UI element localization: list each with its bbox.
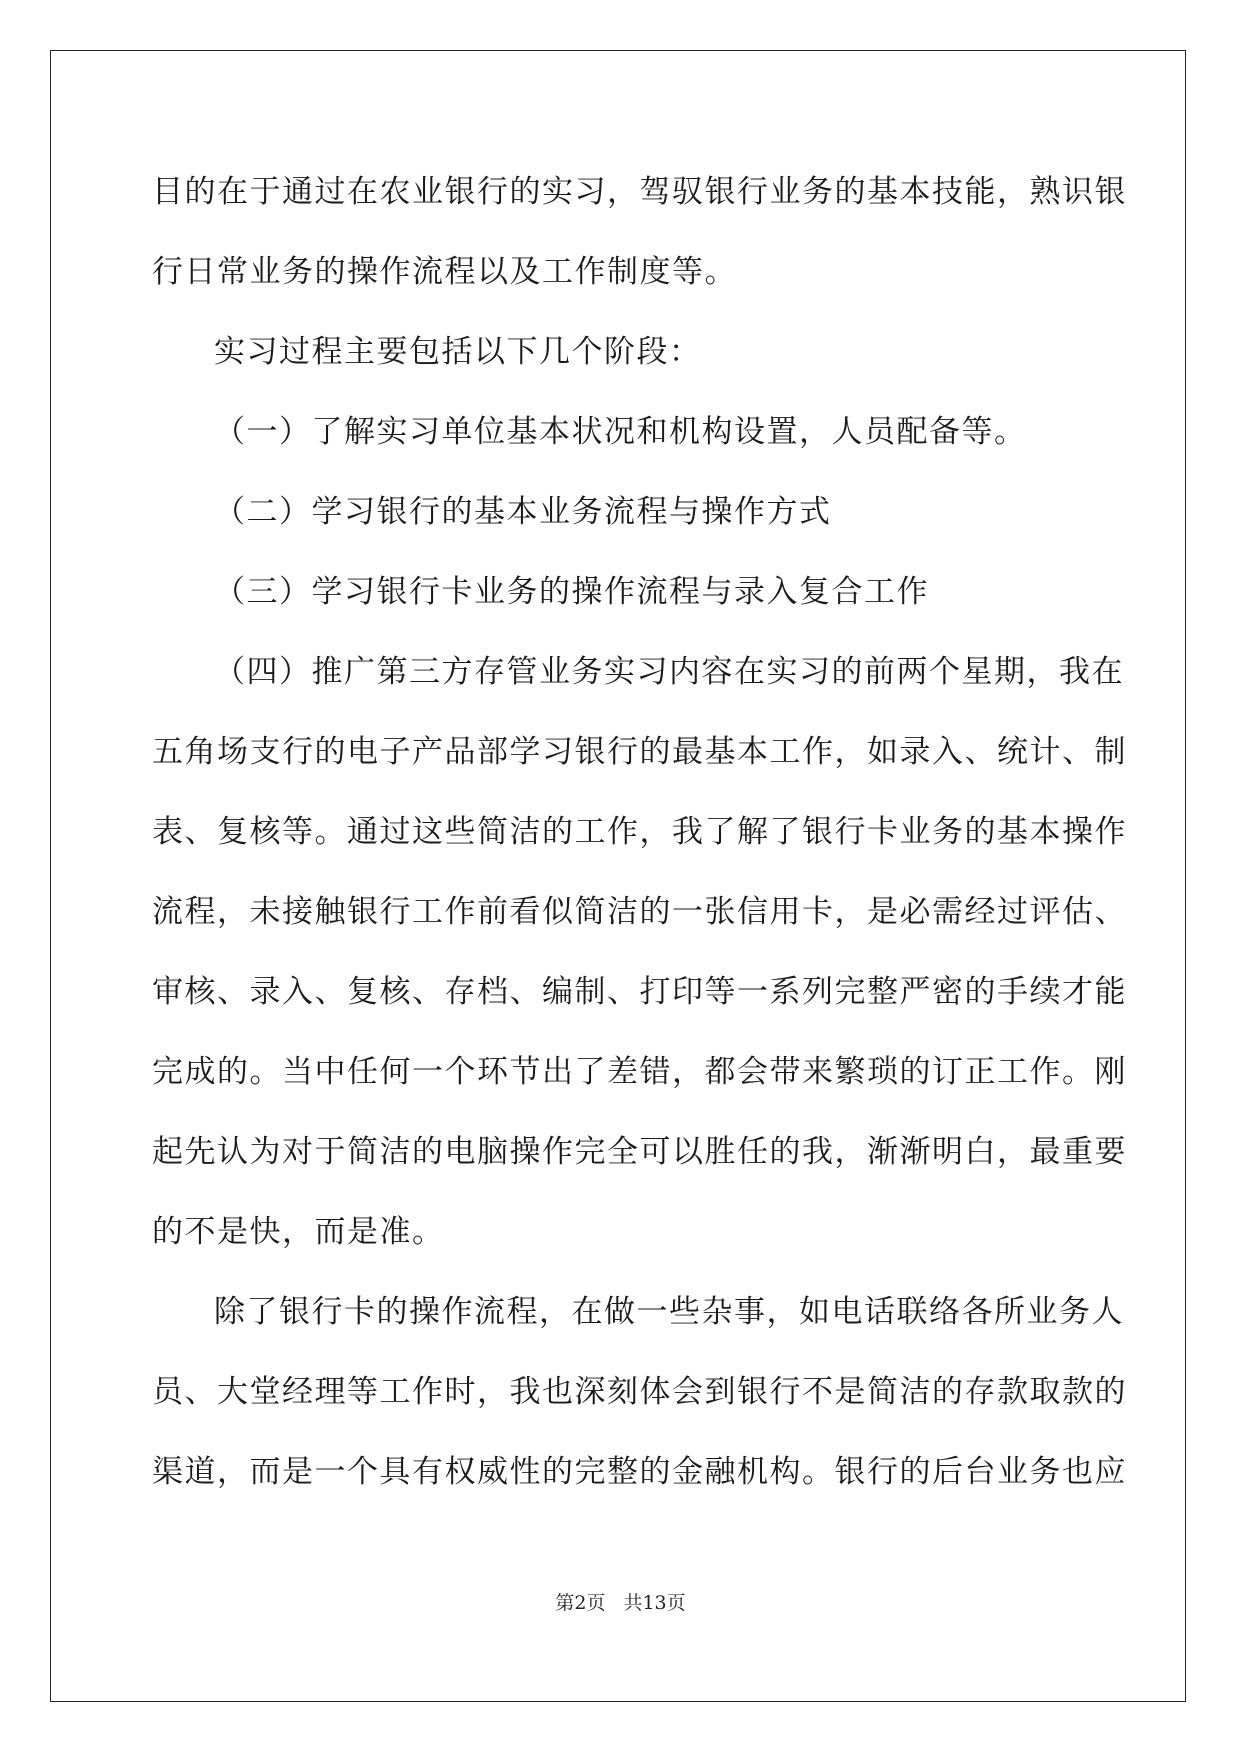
text-line: 流程，未接触银行工作前看似简洁的一张信用卡，是必需经过评估、 <box>152 894 1127 930</box>
text-line: 行日常业务的操作流程以及工作制度等。 <box>152 254 737 290</box>
page-footer <box>0 1588 1241 1615</box>
text-line: （一）了解实习单位基本状况和机构设置，人员配备等。 <box>214 414 1027 450</box>
document-body <box>152 162 1127 1522</box>
text-line: 审核、录入、复核、存档、编制、打印等一系列完整严密的手续才能 <box>152 974 1127 1010</box>
text-line: （二）学习银行的基本业务流程与操作方式 <box>214 494 832 530</box>
text-line: 实习过程主要包括以下几个阶段： <box>214 334 702 370</box>
text-line: （四）推广第三方存管业务实习内容在实习的前两个星期，我在 <box>214 654 1124 690</box>
text-line: 渠道，而是一个具有权威性的完整的金融机构。银行的后台业务也应 <box>152 1454 1127 1490</box>
text-line: 员、大堂经理等工作时，我也深刻体会到银行不是简洁的存款取款的 <box>152 1374 1127 1410</box>
text-line: 五角场支行的电子产品部学习银行的最基本工作，如录入、统计、制 <box>152 734 1127 770</box>
text-line: 除了银行卡的操作流程，在做一些杂事，如电话联络各所业务人 <box>214 1294 1124 1330</box>
page-number: 第2页 <box>555 1592 606 1614</box>
text-line: 表、复核等。通过这些简洁的工作，我了解了银行卡业务的基本操作 <box>152 814 1127 850</box>
text-line: 完成的。当中任何一个环节出了差错，都会带来繁琐的订正工作。刚 <box>152 1054 1127 1090</box>
text-line: 起先认为对于简洁的电脑操作完全可以胜任的我，渐渐明白，最重要 <box>152 1134 1127 1170</box>
text-line: 目的在于通过在农业银行的实习，驾驭银行业务的基本技能，熟识银 <box>152 174 1127 210</box>
text-line: （三）学习银行卡业务的操作流程与录入复合工作 <box>214 574 929 610</box>
page-total: 共13页 <box>623 1592 686 1614</box>
text-line: 的不是快，而是准。 <box>152 1214 445 1250</box>
